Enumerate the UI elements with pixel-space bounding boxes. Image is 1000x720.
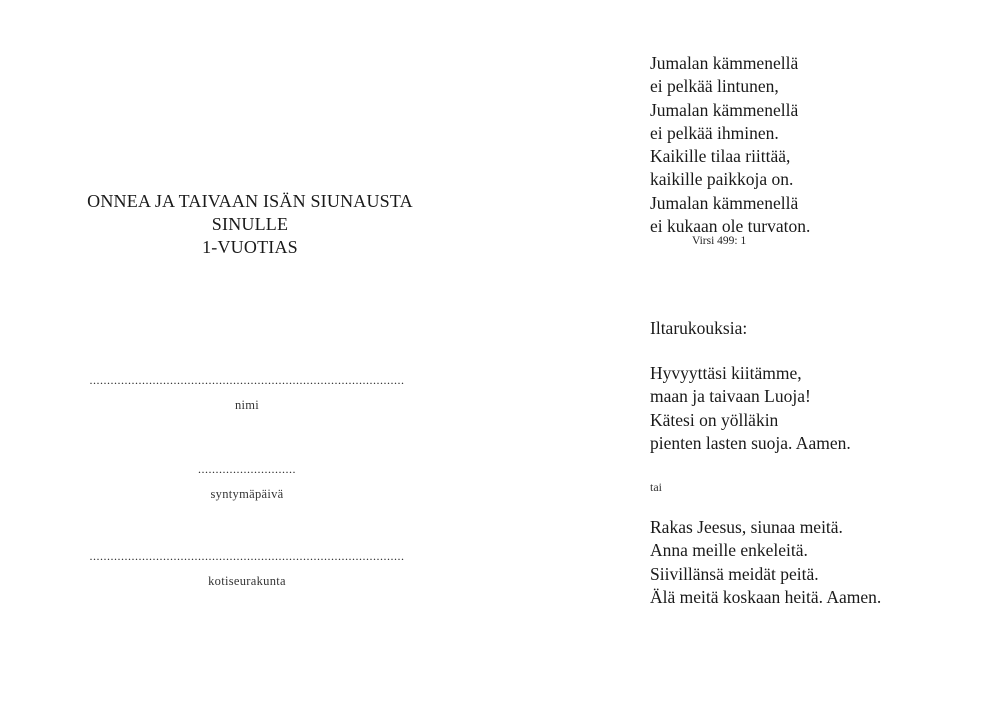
parish-field	[60, 550, 434, 589]
prayer-line: maan ja taivaan Luoja!	[650, 386, 811, 407]
or-separator: tai	[650, 480, 662, 494]
parish-dotted-line: ..........................................................................................	[89, 550, 405, 562]
hymn-line: Jumalan kämmenellä	[650, 99, 799, 120]
right-page	[500, 0, 1000, 720]
prayer-line: Anna meille enkeleitä.	[650, 540, 808, 561]
hymn-line: ei kukaan ole turvaton.	[650, 216, 811, 237]
prayer-line: Rakas Jeesus, siunaa meitä.	[650, 517, 843, 537]
greeting-heading	[40, 190, 460, 259]
hymn-reference: Virsi 499: 1	[692, 235, 747, 247]
name-dotted-line: ..........................................................................................	[89, 374, 405, 386]
greeting-line-3: 1-VUOTIAS	[202, 237, 298, 257]
birthday-field	[186, 463, 308, 502]
hymn-line: ei pelkää lintunen,	[650, 76, 779, 97]
hymn-line: Jumalan kämmenellä	[650, 192, 799, 213]
name-field	[60, 374, 434, 413]
evening-prayer-1	[650, 362, 851, 455]
hymn-line: kaikille paikkoja on.	[650, 169, 794, 190]
greeting-line-2: SINULLE	[211, 214, 289, 234]
parish-label: kotiseurakunta	[208, 574, 286, 588]
prayer-line: Kätesi on yölläkin	[650, 409, 779, 430]
prayers-heading: Iltarukouksia:	[650, 318, 748, 338]
hymn-line: Jumalan kämmenellä	[650, 53, 799, 73]
prayer-line: Siivillänsä meidät peitä.	[650, 563, 819, 584]
hymn-verse	[650, 52, 810, 238]
birthday-dotted-line: ............................	[198, 463, 296, 475]
birthday-label: syntymäpäivä	[210, 487, 284, 501]
hymn-line: ei pelkää ihminen.	[650, 122, 779, 143]
hymn-line: Kaikille tilaa riittää,	[650, 146, 791, 167]
prayer-line: Hyvyyttäsi kiitämme,	[650, 363, 802, 383]
prayer-line: Älä meitä koskaan heitä. Aamen.	[650, 586, 882, 607]
prayer-line: pienten lasten suoja. Aamen.	[650, 432, 851, 453]
name-label: nimi	[234, 398, 260, 412]
evening-prayer-2	[650, 516, 881, 609]
greeting-line-1: ONNEA JA TAIVAAN ISÄN SIUNAUSTA	[87, 191, 413, 211]
